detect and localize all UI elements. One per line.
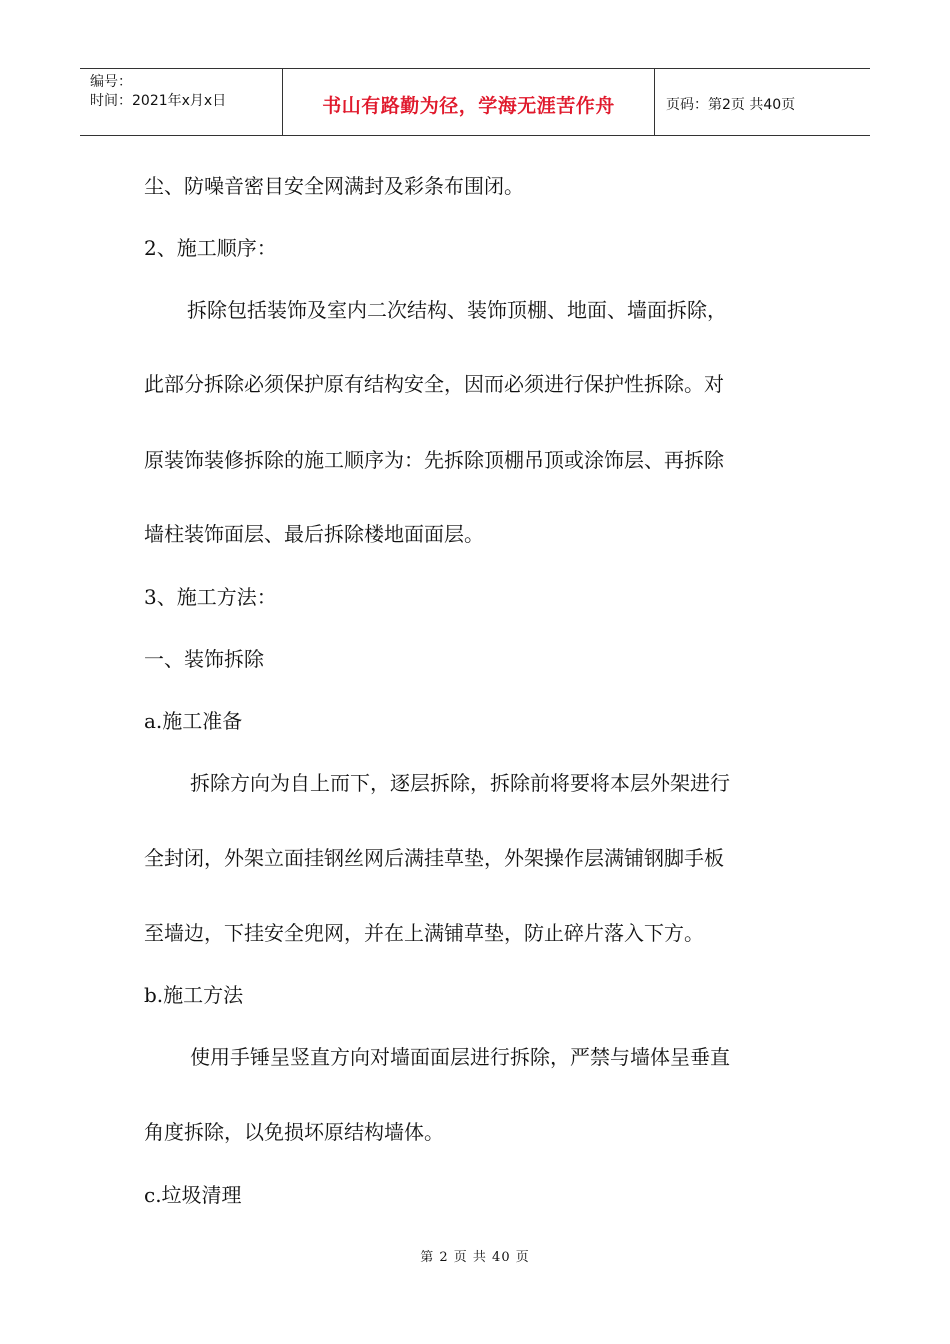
header-meta-cell — [80, 69, 283, 135]
body-line: 使用手锤呈竖直方向对墙面面层进行拆除，严禁与墙体呈垂直 — [190, 1045, 730, 1069]
body-line: 尘、防噪音密目安全网满封及彩条布围闭。 — [144, 174, 524, 198]
document-time-label: 时间：2021年x月x日 — [90, 93, 227, 109]
item-heading: b.施工方法 — [144, 983, 244, 1007]
body-line: 全封闭，外架立面挂钢丝网后满挂草垫，外架操作层满铺钢脚手板 — [144, 846, 724, 870]
body-line: 角度拆除，以免损坏原结构墙体。 — [144, 1120, 444, 1144]
page-footer: 第 2 页 共 40 页 — [420, 1250, 530, 1265]
header-page-info: 页码：第2页 共40页 — [666, 96, 796, 113]
section-heading: 2、施工顺序： — [144, 236, 277, 260]
subsection-heading: 一、装饰拆除 — [144, 647, 264, 671]
body-line: 拆除包括装饰及室内二次结构、装饰顶棚、地面、墙面拆除， — [187, 298, 727, 322]
body-line: 墙柱装饰面层、最后拆除楼地面面层。 — [144, 522, 484, 546]
body-line: 原装饰装修拆除的施工顺序为：先拆除顶棚吊顶或涂饰层、再拆除 — [144, 448, 724, 472]
header-motto: 书山有路勤为径，学海无涯苦作舟 — [283, 69, 655, 135]
page-header — [80, 68, 870, 136]
item-heading: c.垃圾清理 — [144, 1183, 242, 1207]
body-line: 拆除方向为自上而下，逐层拆除，拆除前将要将本层外架进行 — [190, 771, 730, 795]
item-heading: a.施工准备 — [144, 709, 243, 733]
body-line: 至墙边，下挂安全兜网，并在上满铺草垫，防止碎片落入下方。 — [144, 921, 704, 945]
document-number-label: 编号： — [90, 74, 132, 90]
body-line: 此部分拆除必须保护原有结构安全，因而必须进行保护性拆除。对 — [144, 372, 724, 396]
section-heading: 3、施工方法： — [144, 585, 277, 609]
